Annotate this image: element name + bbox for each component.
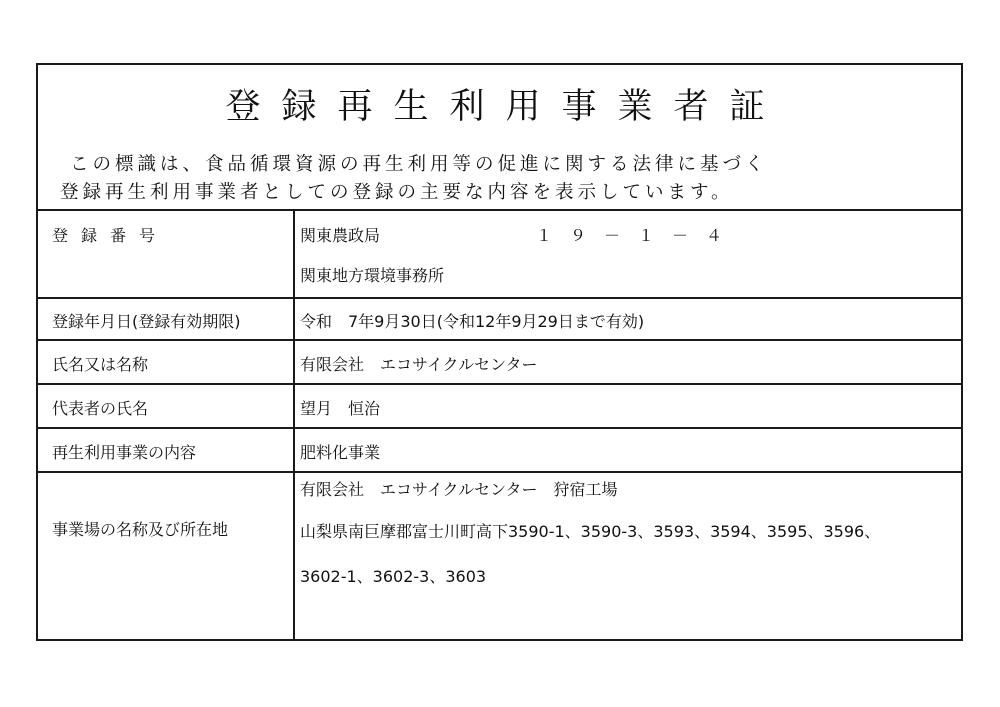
certificate-title: 登録再生利用事業者証 [225, 87, 786, 127]
row-business [38, 429, 961, 473]
value-registration-date: 令和 7年9月30日(令和12年9月29日まで有効) [300, 312, 645, 331]
certificate-table [38, 209, 961, 639]
value-site-name: 有限会社 エコサイクルセンター 狩宿工場 [300, 480, 618, 499]
description-line-2: 登録再生利用事業者としての登録の主要な内容を表示しています。 [60, 182, 734, 203]
value-registration-number: １９－１－４ [536, 226, 741, 245]
row-name [38, 341, 961, 385]
certificate-description [60, 151, 768, 207]
label-registration-date: 登録年月日(登録有効期限) [52, 312, 241, 331]
value-address-line-2: 3602-1、3602-3、3603 [300, 567, 487, 586]
row-representative [38, 385, 961, 429]
certificate-frame [36, 63, 963, 641]
value-address-line-1: 山梨県南巨摩郡富士川町高下3590-1、3590-3、3593、3594、3595、3596、 [300, 522, 881, 541]
label-business: 再生利用事業の内容 [52, 443, 197, 462]
description-line-1: この標識は、食品循環資源の再生利用等の促進に関する法律に基づく [70, 154, 768, 175]
value-name: 有限会社 エコサイクルセンター [300, 355, 538, 374]
label-registration-number: 登録番号 [52, 226, 169, 245]
row-registration-number [38, 211, 961, 299]
label-name: 氏名又は名称 [52, 355, 149, 374]
label-representative: 代表者の氏名 [52, 399, 149, 418]
value-office: 関東地方環境事務所 [300, 266, 445, 285]
label-site: 事業場の名称及び所在地 [52, 520, 229, 539]
row-site [38, 473, 961, 643]
row-registration-date [38, 299, 961, 341]
value-bureau: 関東農政局 [300, 226, 381, 245]
value-business: 肥料化事業 [300, 443, 381, 462]
value-representative: 望月 恒治 [300, 399, 381, 418]
